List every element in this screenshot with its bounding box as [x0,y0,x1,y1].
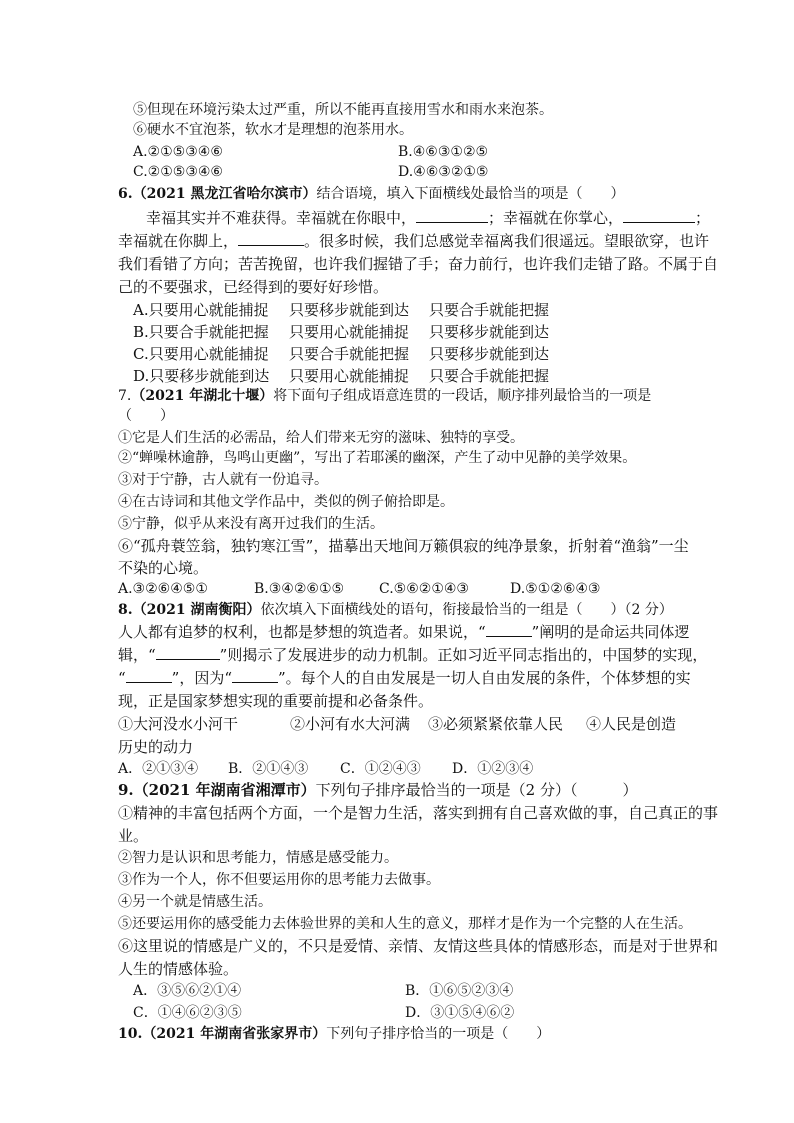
q6-text: 幸福就在你脚上， [118,232,239,250]
q5-option-c: C.②①⑤③④⑥ [133,164,223,180]
q5-option-d: D.④⑥③②①⑤ [398,164,489,180]
q7-option-c: C.⑤⑥②①④③ [379,581,469,597]
q8-blank-3 [126,668,172,683]
q8-text: ”阐明的是命运共同体逻 [531,623,690,641]
q6-blank-3 [238,231,304,246]
q9-heading [118,779,637,801]
q9-option-a: A．③⑤⑥②①④ [133,983,242,999]
q8-choice-3: ③必须紧紧依靠人民 [428,715,564,733]
q6-question: 结合语境，填入下面横线处最恰当的项是（ ） [316,186,625,202]
q9-number: 9. [118,781,134,799]
q6-blank-2 [623,208,695,223]
q6-passage-line-4: 己的不要强求，已经得到的要好好珍惜。 [118,278,389,296]
q6-text: 。很多时候，我们总感觉幸福离我们很遥远。望眼欲穿，也许 [304,232,710,250]
q6-option-d-1: D.只要移步就能到达 [133,367,270,385]
q6-text: ； [695,209,711,227]
q6-text: ；幸福就在你掌心， [488,209,624,227]
q8-choice-1: ①大河没水小河干 [118,715,239,733]
q9-option-b: B．①⑥⑤②③④ [405,983,514,999]
q8-blank-1 [486,622,532,637]
q7-sentence-6b: 不染的心境。 [118,559,209,577]
q8-option-b: B．②①④③ [228,761,309,777]
q7-question: 将下面句子组成语意连贯的一段话，顺序排列最恰当的一项是 [273,388,652,404]
q8-number: 8. [118,602,133,618]
q5-sentence-6: ⑥硬水不宜泡茶，软水才是理想的泡茶用水。 [133,122,413,138]
q6-heading [118,184,624,204]
q8-blank-4 [232,668,278,683]
q7-sentence-3: ③对于宁静，古人就有一份追寻。 [118,472,328,488]
q10-number: 10. [118,1026,143,1042]
q7-sentence-5: ⑤宁静，似乎从来没有离开过我们的生活。 [118,516,384,532]
q8-question: 依次填入下面横线处的语句，衔接最恰当的一组是（ ）（2 分） [260,602,673,618]
q8-passage-line-4: 现，正是国家梦想实现的重要前提和必备条件。 [118,692,434,710]
q7-option-a: A.③②⑥④⑤① [118,581,208,597]
q6-text: 幸福其实并不难获得。幸福就在你眼中， [146,209,417,227]
q6-option-b-2: 只要用心就能捕捉 [289,323,410,341]
q8-blank-2 [156,645,220,660]
q8-heading [118,600,673,620]
q6-option-c-2: 只要合手就能把握 [289,345,410,363]
q8-text: ”，因为“ [171,669,233,687]
q6-number: 6. [118,186,133,202]
q6-blank-1 [416,208,488,223]
q7-source: （2021 年湖北十堰） [131,388,274,404]
q9-source: （2021 年湖南省湘潭市） [133,781,316,799]
q7-sentence-2: ②“蝉噪林逾静，鸟鸣山更幽”，写出了若耶溪的幽深，产生了动中见静的美学效果。 [118,450,637,466]
q9-sentence-2: ②智力是认识和思考能力，情感是感受能力。 [118,850,398,866]
q8-choice-4-cont: 历史的动力 [118,738,194,756]
q6-option-a-2: 只要移步就能到达 [289,301,410,319]
q8-text: ”则揭示了发展进步的动力机制。正如习近平同志指出的，中国梦的实现， [219,646,708,664]
q5-sentence-5: ⑤但现在环境污染太过严重，所以不能再直接用雪水和雨水来泡茶。 [133,102,553,118]
q9-sentence-5: ⑤还要运用你的感受能力去体验世界的美和人生的意义，那样才是作为一个完整的人在生活。 [118,916,692,932]
q7-answer-paren: （ ） [118,408,174,424]
q6-source: （2021 黑龙江省哈尔滨市） [132,186,317,202]
q7-sentence-1: ①它是人们生活的必需品，给人们带来无穷的滋味、独特的享受。 [118,430,524,446]
q6-option-a-3: 只要合手就能把握 [429,301,550,319]
q7-option-b: B.③④②⑥①⑤ [254,581,345,597]
q7-option-d: D.⑤①②⑥④③ [510,581,601,597]
q5-option-b: B.④⑥③①②⑤ [398,144,489,160]
q9-option-d: D．③①⑤④⑥② [405,1005,515,1021]
q8-text: 辑，“ [118,646,156,664]
q7-heading [118,386,651,406]
q8-text: ”。每个人的自由发展是一切人自由发展的条件，个体梦想的实 [278,669,691,687]
q8-passage-line-3 [118,667,691,689]
q8-source: （2021 湖南衡阳） [132,602,261,618]
q9-question: 下列句子排序最恰当的一项是（2 分）（ ） [315,781,638,799]
q6-option-b-1: B.只要合手就能把握 [133,323,269,341]
q9-sentence-1b: 业。 [118,827,149,845]
q6-passage-line-3: 我们看错了方向；苦苦挽留，也许我们握错了手；奋力前行，也许我们走错了路。不属于自 [118,255,719,273]
q5-option-a: A.②①⑤③④⑥ [133,144,223,160]
q9-sentence-6a: ⑥这里说的情感是广义的，不只是爱情、亲情、友情这些具体的情感形态，而是对于世界和 [118,937,719,955]
q8-choice-2: ②小河有水大河满 [290,715,411,733]
q6-passage-line-2 [118,230,709,252]
q9-sentence-6b: 人生的情感体验。 [118,960,239,978]
q6-option-b-3: 只要移步就能到达 [429,323,550,341]
q8-option-d: D．①②③④ [452,761,534,777]
q10-heading [118,1024,550,1044]
q9-sentence-3: ③作为一个人，你不但要运用你的思考能力去做事。 [118,872,440,888]
q8-option-c: C．①②④③ [340,761,421,777]
q9-sentence-4: ④另一个就是情感生活。 [118,894,272,910]
q8-passage-line-1 [118,621,689,643]
q8-text: “ [118,669,126,687]
q6-passage-line-1 [146,207,710,229]
q8-text: 人人都有追梦的权利，也都是梦想的筑造者。如果说，“ [118,623,486,641]
q6-option-c-1: C.只要用心就能捕捉 [133,345,269,363]
q8-option-a: A．②①③④ [118,761,199,777]
q7-number: 7. [118,388,132,404]
q6-option-a-1: A.只要用心就能捕捉 [133,301,269,319]
q6-option-d-3: 只要合手就能把握 [429,367,550,385]
q10-source: （2021 年湖南省张家界市） [142,1026,327,1042]
q9-sentence-1a: ①精神的丰富包括两个方面，一个是智力生活，落实到拥有自己喜欢做的事，自己真正的事 [118,804,719,822]
q7-sentence-4: ④在古诗词和其他文学作品中，类似的例子俯拾即是。 [118,494,454,510]
q10-question: 下列句子排序恰当的一项是（ ） [326,1026,551,1042]
q8-choice-4: ④人民是创造 [586,715,677,733]
q6-option-c-3: 只要移步就能到达 [429,345,550,363]
q6-option-d-2: 只要用心就能捕捉 [289,367,410,385]
q7-sentence-6a: ⑥“孤舟蓑笠翁，独钓寒江雪”，描摹出天地间万籁俱寂的纯净景象，折射着“渔翁”一尘 [118,537,689,555]
q8-passage-line-2 [118,644,707,666]
q9-option-c: C．①④⑥②③⑤ [133,1005,242,1021]
